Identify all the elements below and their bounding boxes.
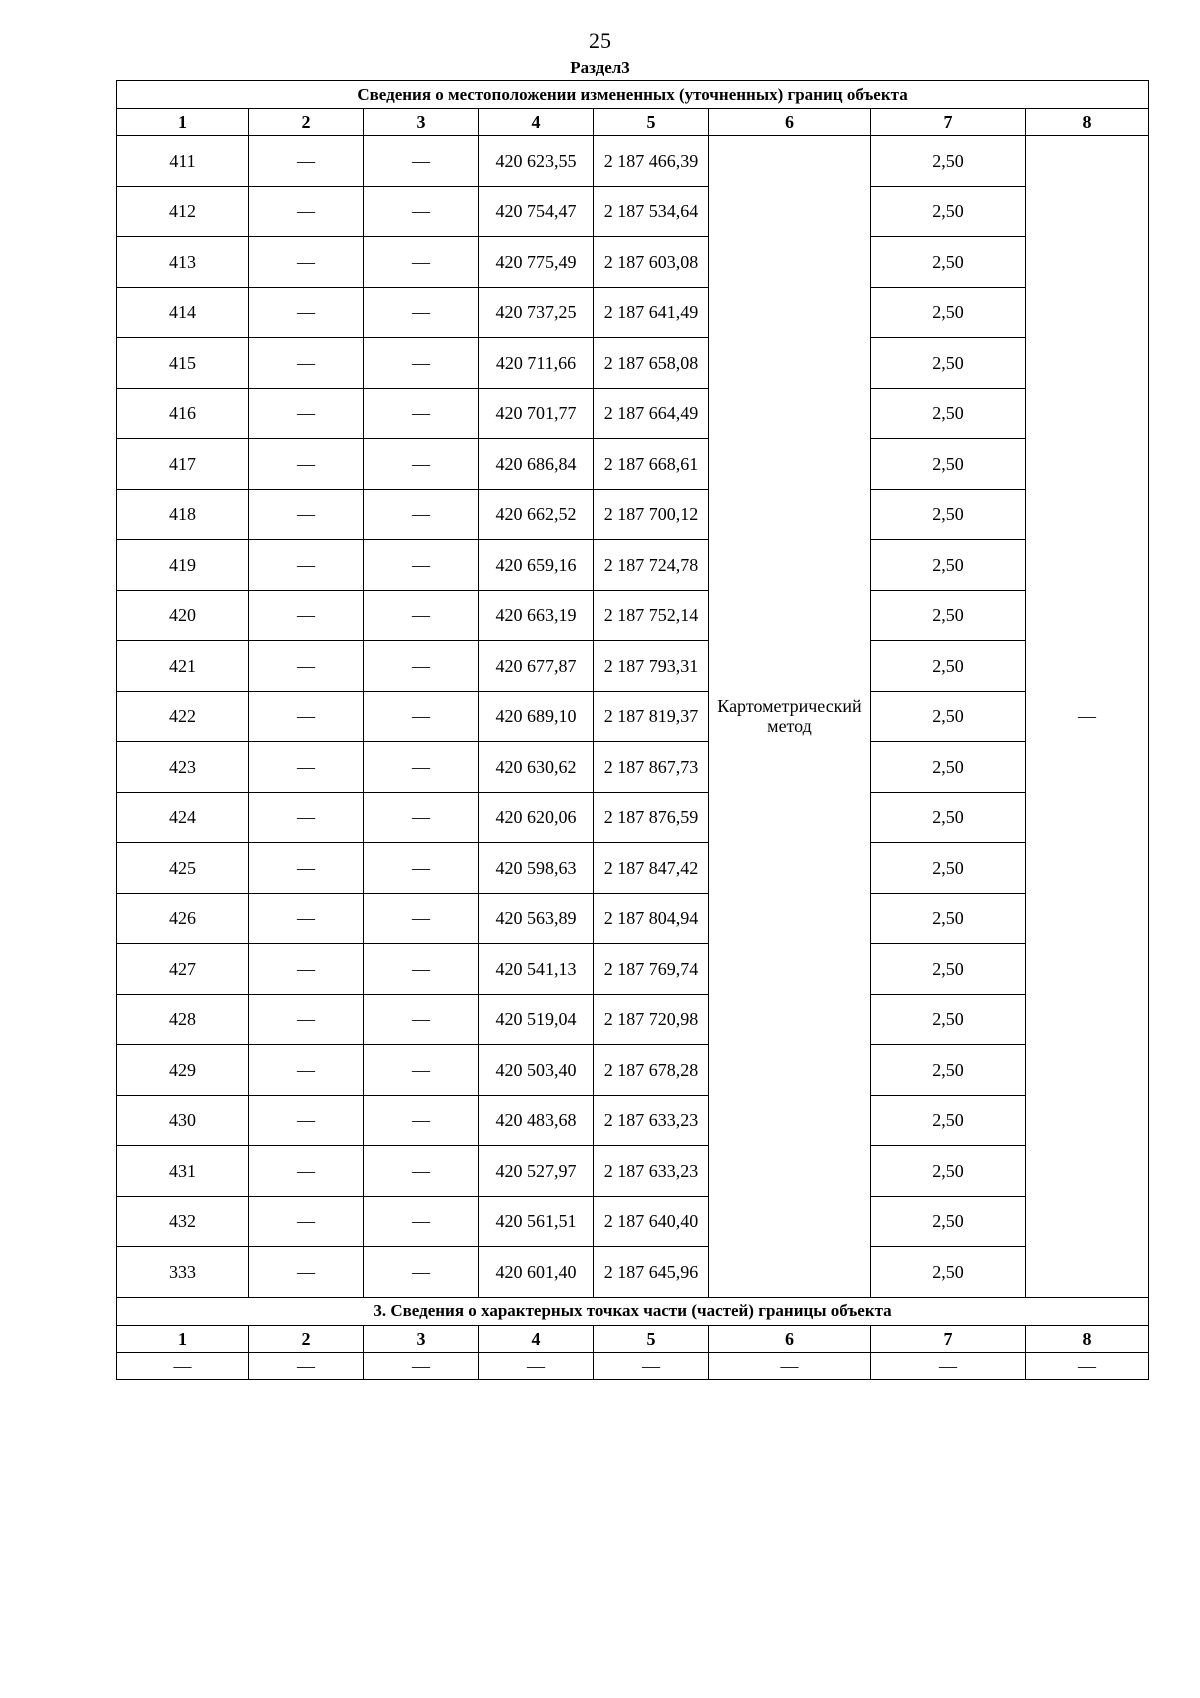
point-number: 426 xyxy=(117,893,249,944)
accuracy-value: 2,50 xyxy=(871,489,1026,540)
empty-dash: — xyxy=(249,742,364,793)
coord-x: 420 519,04 xyxy=(479,994,594,1045)
coord-y: 2 187 847,42 xyxy=(594,843,709,894)
table-row xyxy=(117,388,1149,439)
method-cell: Картометрический метод xyxy=(709,136,871,1298)
accuracy-value: 2,50 xyxy=(871,338,1026,389)
column-header: 3 xyxy=(364,1325,479,1352)
coord-x: 420 483,68 xyxy=(479,1095,594,1146)
table-row xyxy=(117,1146,1149,1197)
section-label: Раздел3 xyxy=(570,58,630,77)
point-number: 422 xyxy=(117,691,249,742)
empty-dash: — xyxy=(249,994,364,1045)
empty-dash: — xyxy=(364,994,479,1045)
coord-x: 420 677,87 xyxy=(479,641,594,692)
empty-dash: — xyxy=(364,186,479,237)
coord-y: 2 187 724,78 xyxy=(594,540,709,591)
column-header: 6 xyxy=(709,109,871,136)
coord-y: 2 187 700,12 xyxy=(594,489,709,540)
empty-dash: — xyxy=(364,388,479,439)
coord-y: 2 187 633,23 xyxy=(594,1095,709,1146)
empty-dash: — xyxy=(594,1352,709,1379)
empty-dash: — xyxy=(364,540,479,591)
empty-dash: — xyxy=(871,1352,1026,1379)
accuracy-value: 2,50 xyxy=(871,1045,1026,1096)
column-header: 7 xyxy=(871,109,1026,136)
column-header: 7 xyxy=(871,1325,1026,1352)
accuracy-value: 2,50 xyxy=(871,388,1026,439)
coord-y: 2 187 603,08 xyxy=(594,237,709,288)
coord-y: 2 187 793,31 xyxy=(594,641,709,692)
table-row xyxy=(117,691,1149,742)
coord-y: 2 187 664,49 xyxy=(594,388,709,439)
coord-y: 2 187 645,96 xyxy=(594,1247,709,1298)
empty-dash: — xyxy=(1026,1352,1149,1379)
accuracy-value: 2,50 xyxy=(871,136,1026,187)
coord-x: 420 663,19 xyxy=(479,590,594,641)
empty-dash: — xyxy=(364,590,479,641)
column-header: 4 xyxy=(479,109,594,136)
empty-dash: — xyxy=(249,338,364,389)
accuracy-value: 2,50 xyxy=(871,1247,1026,1298)
table-title: Сведения о местоположении измененных (уточненных) границ объекта xyxy=(117,81,1149,109)
coord-y: 2 187 668,61 xyxy=(594,439,709,490)
empty-dash: — xyxy=(249,843,364,894)
empty-dash: — xyxy=(249,1196,364,1247)
column8-dash: — xyxy=(1026,136,1149,1298)
point-number: 427 xyxy=(117,944,249,995)
point-number: 430 xyxy=(117,1095,249,1146)
coord-x: 420 689,10 xyxy=(479,691,594,742)
accuracy-value: 2,50 xyxy=(871,994,1026,1045)
table-row xyxy=(117,186,1149,237)
empty-dash: — xyxy=(249,641,364,692)
coord-y: 2 187 466,39 xyxy=(594,136,709,187)
coord-y: 2 187 867,73 xyxy=(594,742,709,793)
empty-dash: — xyxy=(249,1095,364,1146)
table-row xyxy=(117,237,1149,288)
table-row xyxy=(117,843,1149,894)
table-row xyxy=(117,1045,1149,1096)
table-row xyxy=(117,944,1149,995)
empty-dash: — xyxy=(249,944,364,995)
empty-dash: — xyxy=(364,237,479,288)
empty-dash: — xyxy=(364,1247,479,1298)
coord-x: 420 659,16 xyxy=(479,540,594,591)
empty-dash: — xyxy=(117,1352,249,1379)
empty-dash: — xyxy=(249,792,364,843)
parts-table-row xyxy=(117,1352,1149,1379)
coord-y: 2 187 641,49 xyxy=(594,287,709,338)
empty-dash: — xyxy=(249,388,364,439)
empty-dash: — xyxy=(249,1352,364,1379)
empty-dash: — xyxy=(364,893,479,944)
point-number: 432 xyxy=(117,1196,249,1247)
accuracy-value: 2,50 xyxy=(871,1146,1026,1197)
empty-dash: — xyxy=(364,1095,479,1146)
column-header: 1 xyxy=(117,1325,249,1352)
column-header: 2 xyxy=(249,109,364,136)
parts-table-header-row xyxy=(117,1325,1149,1352)
point-number: 424 xyxy=(117,792,249,843)
parts-table-title: 3. Сведения о характерных точках части (частей) границы объекта xyxy=(117,1297,1149,1325)
table-row xyxy=(117,439,1149,490)
empty-dash: — xyxy=(364,1045,479,1096)
empty-dash: — xyxy=(364,1196,479,1247)
empty-dash: — xyxy=(249,439,364,490)
coord-y: 2 187 658,08 xyxy=(594,338,709,389)
accuracy-value: 2,50 xyxy=(871,1095,1026,1146)
empty-dash: — xyxy=(249,893,364,944)
point-number: 415 xyxy=(117,338,249,389)
empty-dash: — xyxy=(249,1146,364,1197)
accuracy-value: 2,50 xyxy=(871,287,1026,338)
empty-dash: — xyxy=(249,489,364,540)
accuracy-value: 2,50 xyxy=(871,893,1026,944)
accuracy-value: 2,50 xyxy=(871,186,1026,237)
table-row xyxy=(117,540,1149,591)
coord-x: 420 623,55 xyxy=(479,136,594,187)
accuracy-value: 2,50 xyxy=(871,439,1026,490)
coord-x: 420 701,77 xyxy=(479,388,594,439)
column-header: 1 xyxy=(117,109,249,136)
coord-x: 420 503,40 xyxy=(479,1045,594,1096)
table-row xyxy=(117,742,1149,793)
empty-dash: — xyxy=(364,287,479,338)
coord-x: 420 561,51 xyxy=(479,1196,594,1247)
table-row xyxy=(117,1196,1149,1247)
empty-dash: — xyxy=(364,792,479,843)
coord-x: 420 754,47 xyxy=(479,186,594,237)
coord-y: 2 187 640,40 xyxy=(594,1196,709,1247)
table-row xyxy=(117,489,1149,540)
empty-dash: — xyxy=(364,641,479,692)
accuracy-value: 2,50 xyxy=(871,641,1026,692)
coord-x: 420 541,13 xyxy=(479,944,594,995)
empty-dash: — xyxy=(364,439,479,490)
accuracy-value: 2,50 xyxy=(871,540,1026,591)
empty-dash: — xyxy=(364,1352,479,1379)
point-number: 429 xyxy=(117,1045,249,1096)
accuracy-value: 2,50 xyxy=(871,742,1026,793)
column-header: 5 xyxy=(594,109,709,136)
point-number: 414 xyxy=(117,287,249,338)
empty-dash: — xyxy=(364,1146,479,1197)
empty-dash: — xyxy=(364,944,479,995)
page-number: 25 xyxy=(589,28,611,53)
point-number: 421 xyxy=(117,641,249,692)
point-number: 419 xyxy=(117,540,249,591)
point-number: 425 xyxy=(117,843,249,894)
empty-dash: — xyxy=(249,287,364,338)
coord-y: 2 187 633,23 xyxy=(594,1146,709,1197)
empty-dash: — xyxy=(249,1247,364,1298)
coord-y: 2 187 720,98 xyxy=(594,994,709,1045)
point-number: 431 xyxy=(117,1146,249,1197)
column-header: 5 xyxy=(594,1325,709,1352)
column-header: 4 xyxy=(479,1325,594,1352)
coord-x: 420 686,84 xyxy=(479,439,594,490)
column-header: 8 xyxy=(1026,1325,1149,1352)
coord-x: 420 662,52 xyxy=(479,489,594,540)
point-number: 423 xyxy=(117,742,249,793)
empty-dash: — xyxy=(709,1352,871,1379)
empty-dash: — xyxy=(249,691,364,742)
accuracy-value: 2,50 xyxy=(871,792,1026,843)
coord-y: 2 187 769,74 xyxy=(594,944,709,995)
empty-dash: — xyxy=(249,540,364,591)
empty-dash: — xyxy=(364,691,479,742)
table-row xyxy=(117,136,1149,187)
empty-dash: — xyxy=(249,1045,364,1096)
empty-dash: — xyxy=(249,590,364,641)
table-row xyxy=(117,893,1149,944)
point-number: 420 xyxy=(117,590,249,641)
empty-dash: — xyxy=(249,237,364,288)
empty-dash: — xyxy=(364,843,479,894)
table-row xyxy=(117,338,1149,389)
table-row xyxy=(117,641,1149,692)
table-row xyxy=(117,994,1149,1045)
empty-dash: — xyxy=(364,338,479,389)
coord-y: 2 187 804,94 xyxy=(594,893,709,944)
accuracy-value: 2,50 xyxy=(871,944,1026,995)
table-row xyxy=(117,590,1149,641)
coord-y: 2 187 876,59 xyxy=(594,792,709,843)
coord-x: 420 601,40 xyxy=(479,1247,594,1298)
empty-dash: — xyxy=(364,742,479,793)
coord-x: 420 620,06 xyxy=(479,792,594,843)
column-header: 3 xyxy=(364,109,479,136)
coord-y: 2 187 534,64 xyxy=(594,186,709,237)
point-number: 428 xyxy=(117,994,249,1045)
column-header: 6 xyxy=(709,1325,871,1352)
empty-dash: — xyxy=(249,186,364,237)
empty-dash: — xyxy=(364,136,479,187)
table-row xyxy=(117,792,1149,843)
coord-x: 420 737,25 xyxy=(479,287,594,338)
coord-x: 420 598,63 xyxy=(479,843,594,894)
coord-x: 420 711,66 xyxy=(479,338,594,389)
accuracy-value: 2,50 xyxy=(871,237,1026,288)
coord-x: 420 630,62 xyxy=(479,742,594,793)
empty-dash: — xyxy=(364,489,479,540)
point-number: 417 xyxy=(117,439,249,490)
point-number: 333 xyxy=(117,1247,249,1298)
boundary-points-table xyxy=(116,80,1149,1380)
accuracy-value: 2,50 xyxy=(871,590,1026,641)
table-row xyxy=(117,1247,1149,1298)
coord-x: 420 775,49 xyxy=(479,237,594,288)
point-number: 411 xyxy=(117,136,249,187)
coord-y: 2 187 678,28 xyxy=(594,1045,709,1096)
empty-dash: — xyxy=(249,136,364,187)
table-row xyxy=(117,287,1149,338)
point-number: 416 xyxy=(117,388,249,439)
accuracy-value: 2,50 xyxy=(871,1196,1026,1247)
point-number: 418 xyxy=(117,489,249,540)
column-header: 8 xyxy=(1026,109,1149,136)
accuracy-value: 2,50 xyxy=(871,691,1026,742)
coord-x: 420 563,89 xyxy=(479,893,594,944)
empty-dash: — xyxy=(479,1352,594,1379)
point-number: 412 xyxy=(117,186,249,237)
coord-x: 420 527,97 xyxy=(479,1146,594,1197)
column-header: 2 xyxy=(249,1325,364,1352)
table-header-row xyxy=(117,109,1149,136)
table-row xyxy=(117,1095,1149,1146)
coord-y: 2 187 752,14 xyxy=(594,590,709,641)
coord-y: 2 187 819,37 xyxy=(594,691,709,742)
point-number: 413 xyxy=(117,237,249,288)
accuracy-value: 2,50 xyxy=(871,843,1026,894)
